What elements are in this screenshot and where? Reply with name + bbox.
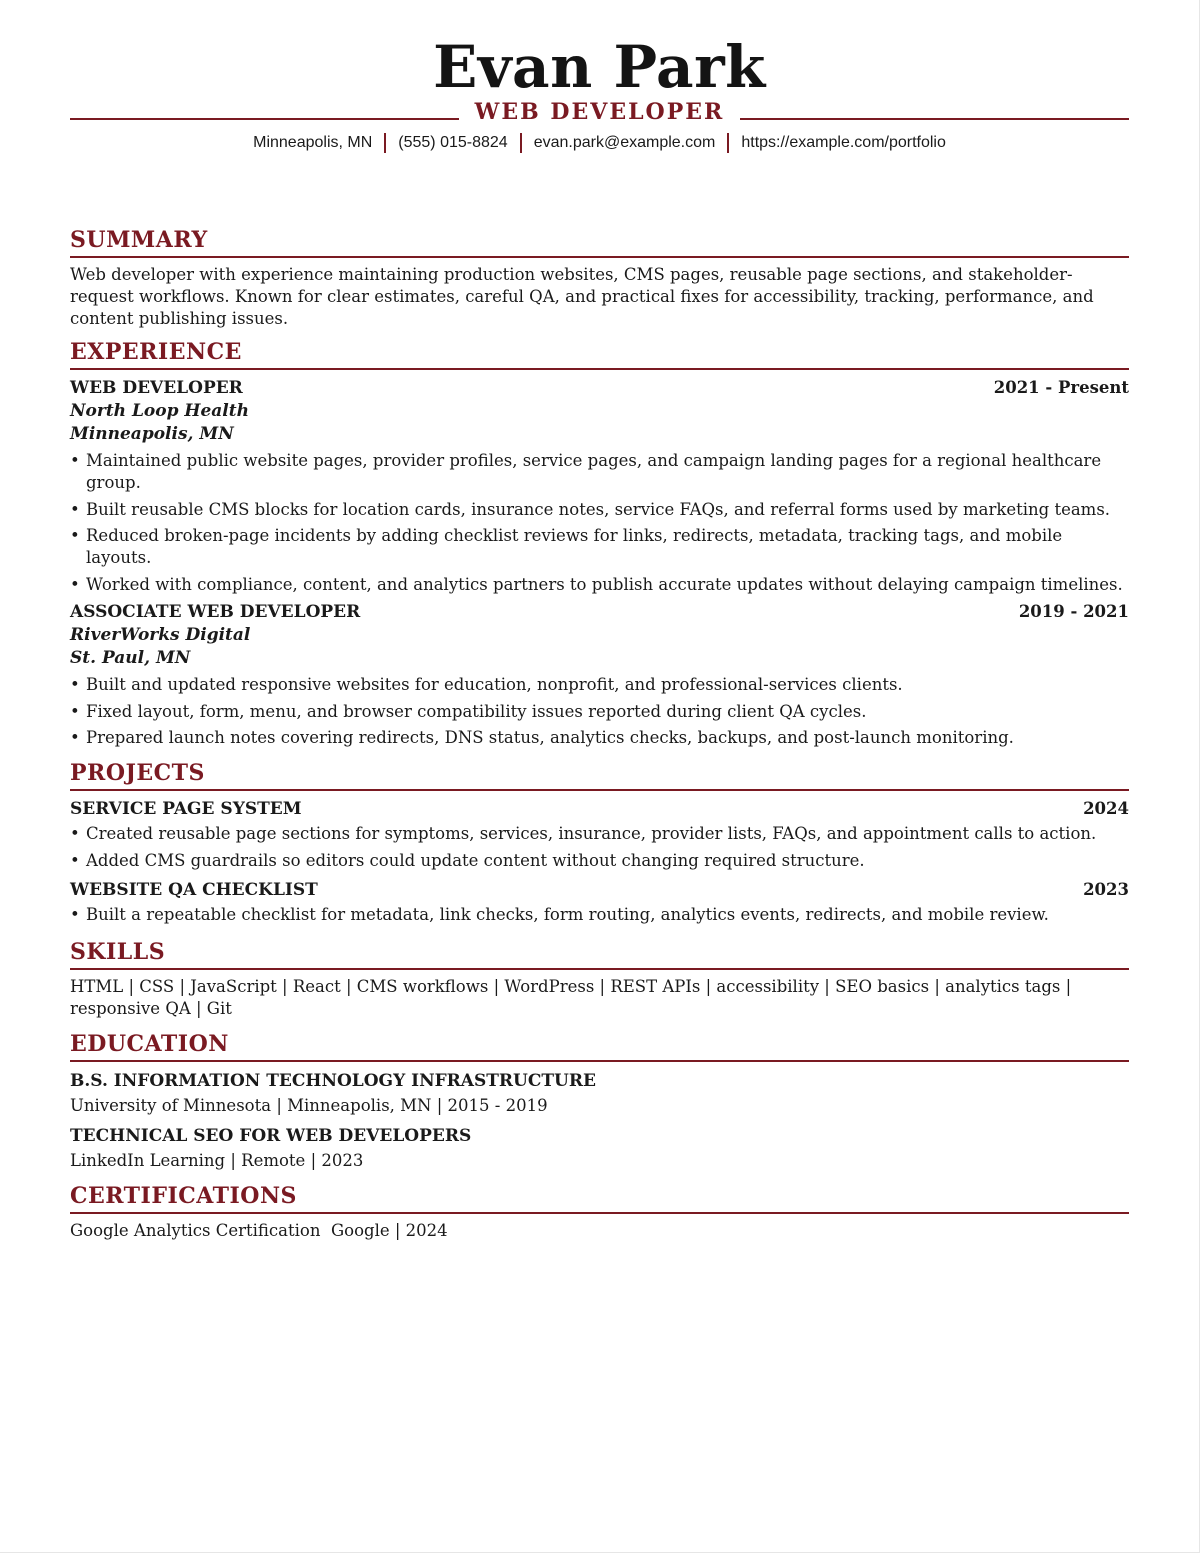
job-location: St. Paul, MN: [70, 648, 191, 668]
bullet-item: • Fixed layout, form, menu, and browser compatibility issues reported during client QA cycles.: [70, 701, 1129, 723]
bullet-item: • Built and updated responsive websites for education, nonprofit, and professional-services clients.: [70, 674, 1129, 696]
contact-divider: [520, 133, 522, 153]
summary-text: Web developer with experience maintaining production websites, CMS pages, reusable page sections, and stakeholder-request workflows. Known for clear estimates, careful QA, and practical fixes for accessibility, tracking, performance, and content publishing issues.: [70, 265, 1094, 328]
bullet-item: • Built reusable CMS blocks for location cards, insurance notes, service FAQs, and referral forms used by marketing teams.: [70, 499, 1129, 521]
project-entry: [70, 878, 1129, 926]
bullet-item: • Created reusable page sections for symptoms, services, insurance, provider lists, FAQs, and appointment calls to action.: [70, 823, 1129, 845]
education-title: TECHNICAL SEO FOR WEB DEVELOPERS: [70, 1125, 472, 1146]
job-dates: 2019 - 2021: [1018, 602, 1129, 621]
bullet-item: • Added CMS guardrails so editors could update content without changing required structure.: [70, 850, 1129, 872]
contact-location: Minneapolis, MN: [253, 134, 373, 151]
contact-email[interactable]: evan.park@example.com: [533, 134, 716, 151]
project-title: WEBSITE QA CHECKLIST: [70, 879, 318, 900]
job-entry: [70, 376, 1129, 596]
skills-section: [70, 938, 1129, 1020]
contact-line: [70, 130, 1129, 156]
project-header: [70, 878, 1129, 902]
project-bullets: [70, 823, 1129, 872]
education-title: B.S. INFORMATION TECHNOLOGY INFRASTRUCTURE: [70, 1070, 596, 1091]
contact-portfolio-link[interactable]: https://example.com/portfolio: [741, 134, 946, 151]
education-details: LinkedIn Learning | Remote | 2023: [70, 1150, 364, 1170]
role-rule-left: [70, 118, 459, 120]
section-heading: SKILLS: [70, 938, 1129, 970]
candidate-name: Evan Park: [433, 33, 766, 101]
resume-content: [70, 0, 1129, 1242]
project-entry: [70, 797, 1129, 872]
section-heading: PROJECTS: [70, 759, 1129, 791]
section-heading: EXPERIENCE: [70, 338, 1129, 370]
candidate-role: WEB DEVELOPER: [474, 99, 725, 125]
project-year: 2023: [1083, 879, 1129, 899]
project-year: 2024: [1083, 799, 1129, 818]
project-bullets: [70, 904, 1129, 926]
role-row: [70, 98, 1129, 126]
job-company: RiverWorks Digital: [70, 625, 251, 645]
project-title: SERVICE PAGE SYSTEM: [70, 799, 302, 819]
bullet-item: • Prepared launch notes covering redirects, DNS status, analytics checks, backups, and post-launch monitoring.: [70, 727, 1129, 749]
contact-divider: [384, 133, 386, 153]
job-title: ASSOCIATE WEB DEVELOPER: [70, 602, 361, 622]
job-dates: 2021 - Present: [993, 378, 1129, 397]
job-title: WEB DEVELOPER: [70, 378, 243, 398]
job-bullets: [70, 450, 1129, 596]
certifications-section: [70, 1182, 1129, 1242]
bullet-item: • Reduced broken-page incidents by adding checklist reviews for links, redirects, metadata, tracking tags, and mobile layouts.: [70, 525, 1129, 569]
education-section: [70, 1030, 1129, 1172]
projects-section: [70, 759, 1129, 926]
certification-text: Google Analytics Certification Google | 2024: [70, 1220, 448, 1240]
role-rule-right: [740, 118, 1129, 120]
section-heading: CERTIFICATIONS: [70, 1182, 1129, 1214]
education-details: University of Minnesota | Minneapolis, MN | 2015 - 2019: [70, 1095, 548, 1115]
summary-section: [70, 226, 1129, 330]
job-bullets: [70, 674, 1129, 749]
bullet-item: • Built a repeatable checklist for metadata, link checks, form routing, analytics events, redirects, and mobile review.: [70, 904, 1129, 926]
job-header: [70, 600, 1129, 624]
bullet-item: • Maintained public website pages, provider profiles, service pages, and campaign landing pages for a regional healthcare group.: [70, 450, 1129, 494]
section-heading: EDUCATION: [70, 1030, 1129, 1062]
job-entry: [70, 600, 1129, 749]
section-heading: SUMMARY: [70, 226, 1129, 258]
experience-section: [70, 338, 1129, 749]
project-header: [70, 797, 1129, 821]
job-location: Minneapolis, MN: [70, 424, 234, 444]
contact-phone: (555) 015-8824: [398, 134, 508, 151]
job-company: North Loop Health: [70, 401, 249, 421]
bullet-item: • Worked with compliance, content, and analytics partners to publish accurate updates without delaying campaign timelines.: [70, 574, 1129, 596]
contact-divider: [727, 133, 729, 153]
job-header: [70, 376, 1129, 400]
skills-text: HTML | CSS | JavaScript | React | CMS workflows | WordPress | REST APIs | accessibility | SEO basics | analytics tags | responsive QA | Git: [70, 976, 1072, 1018]
